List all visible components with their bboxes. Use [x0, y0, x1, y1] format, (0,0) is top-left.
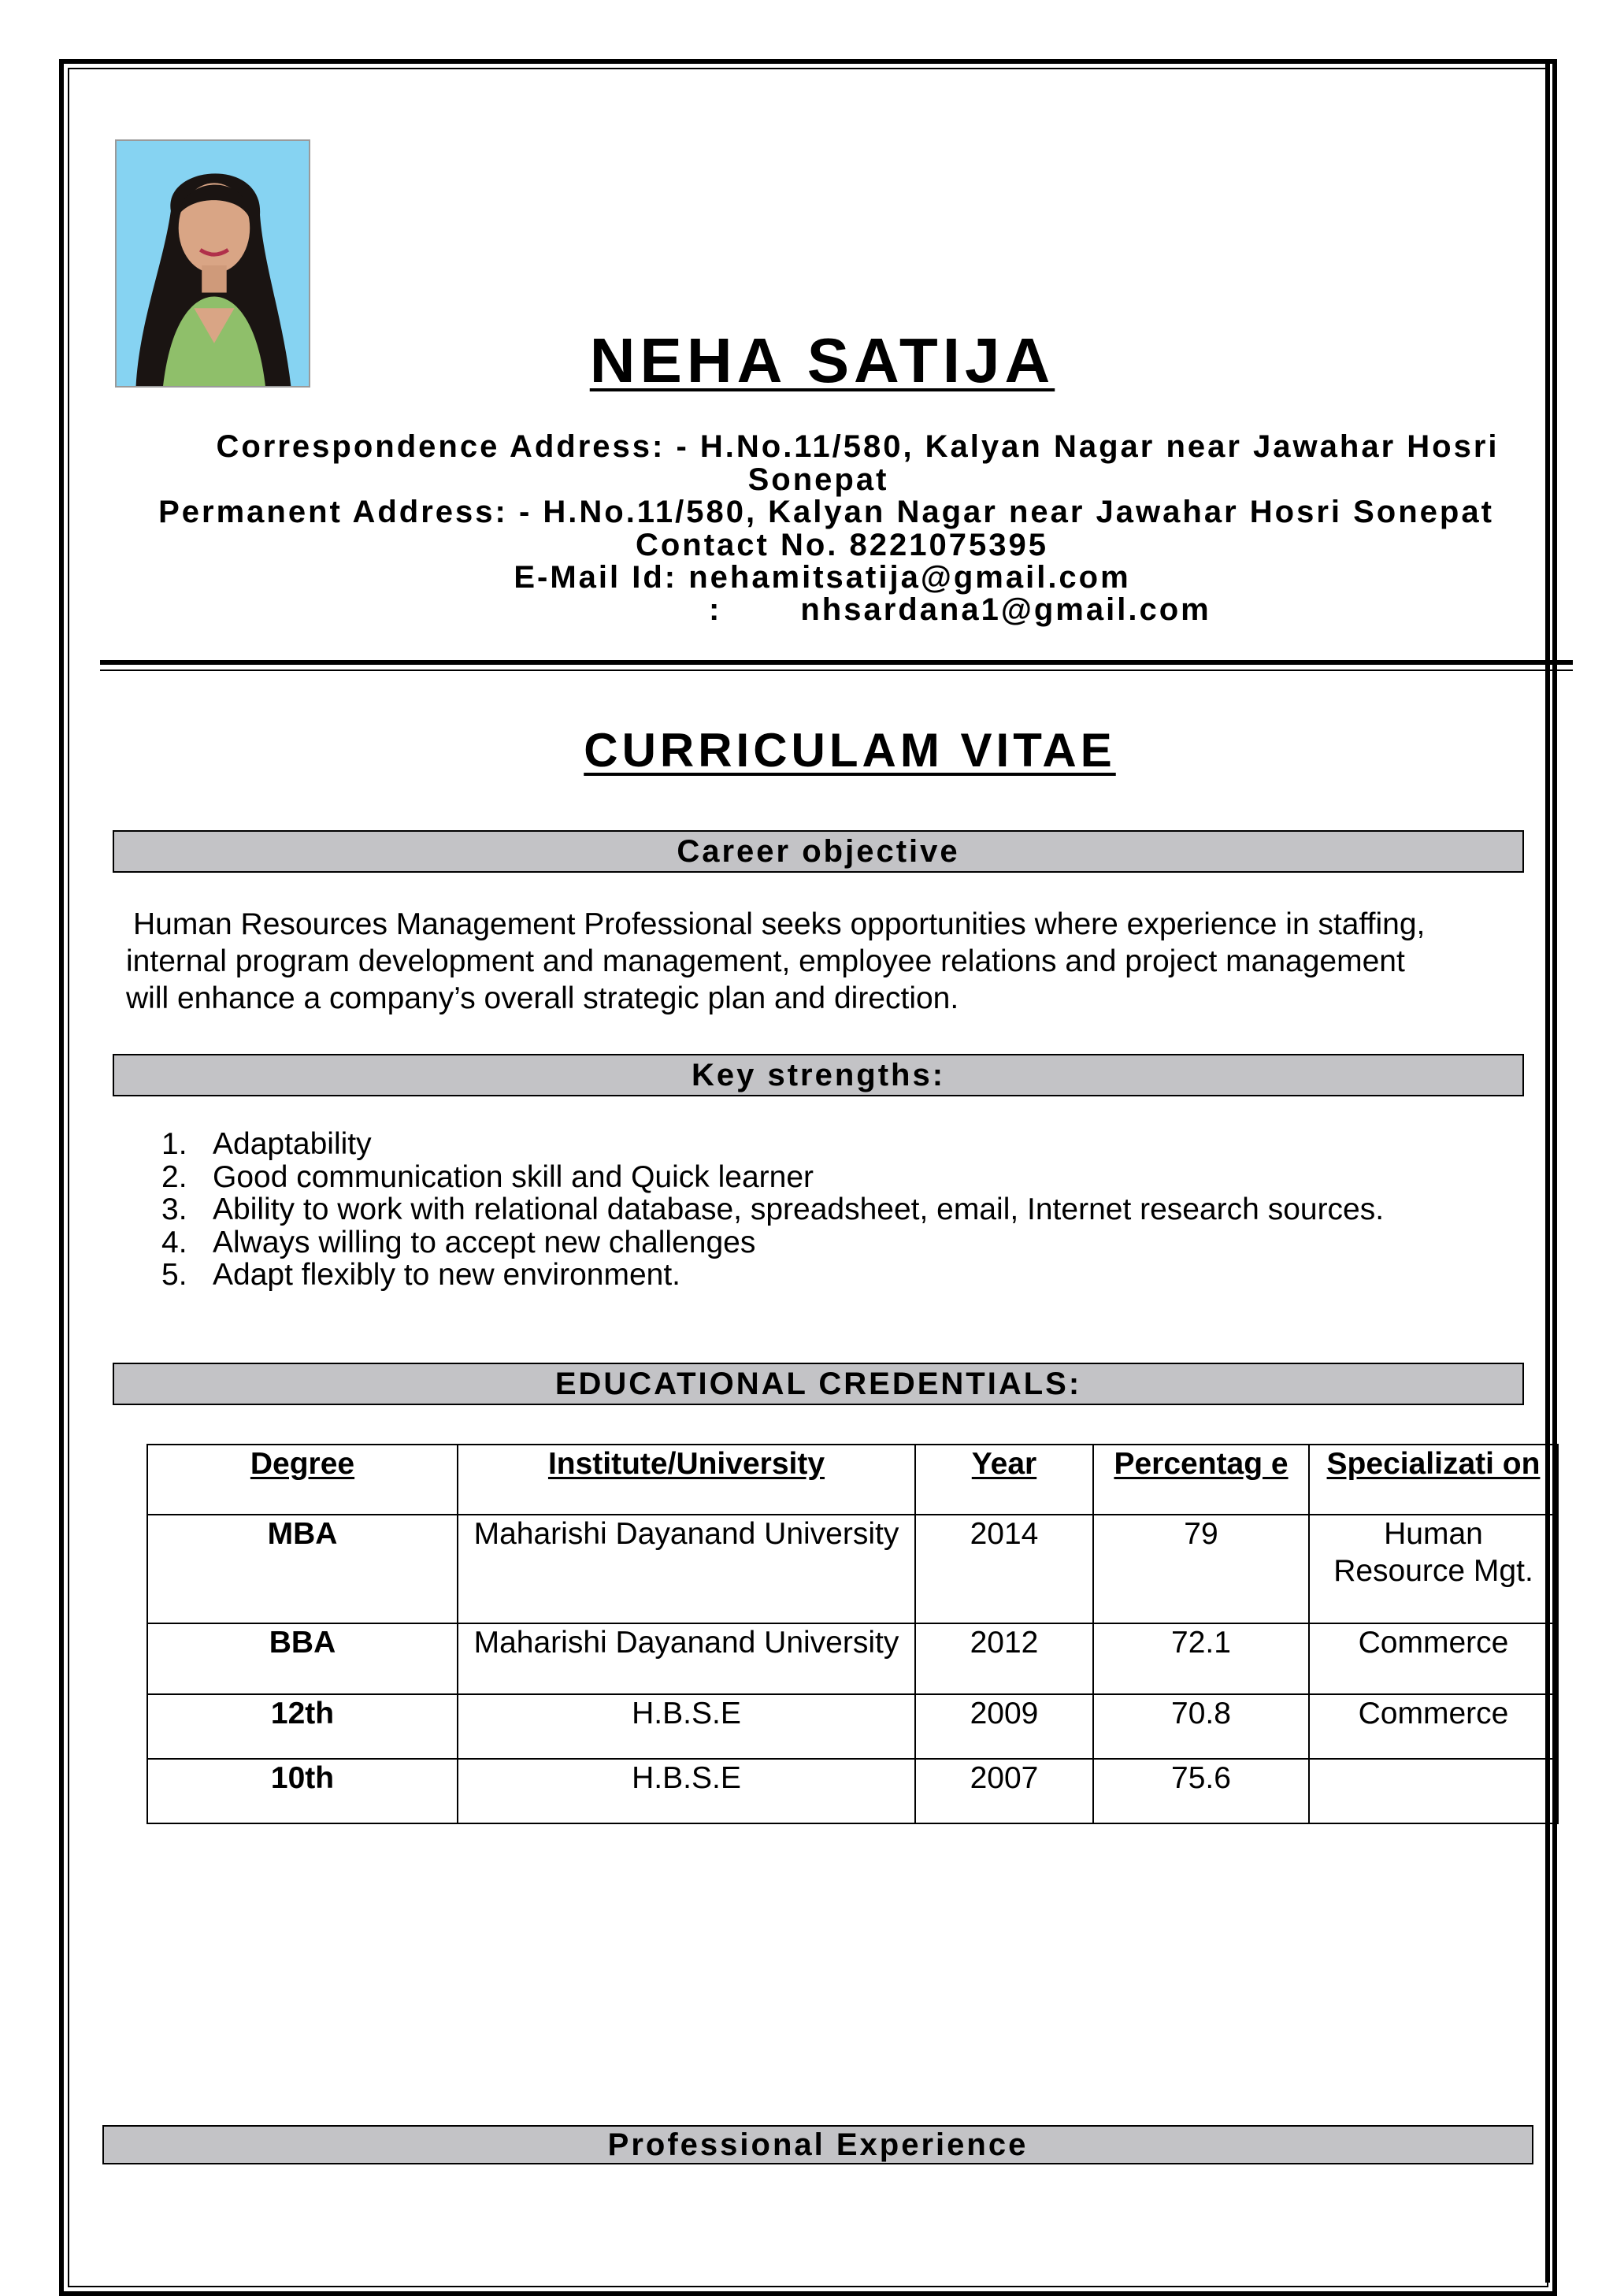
professional-experience-heading: Professional Experience — [102, 2125, 1533, 2164]
table-row: 10th H.B.S.E 2007 75.6 — [147, 1759, 1558, 1823]
education-table — [146, 1444, 1559, 1824]
column-header: Degree — [147, 1445, 458, 1515]
contact-number: Contact No. 8221075395 — [635, 528, 1048, 562]
key-strengths-heading: Key strengths: — [113, 1054, 1524, 1096]
table-row: MBA Maharishi Dayanand University 2014 79 Human Resource Mgt. — [147, 1515, 1558, 1623]
career-objective-text: Human Resources Management Professional seeks opportunities where experience in staffing, internal program development and management, employee relations and project management will enhance a company’s overall strategic plan and direction. — [126, 907, 1426, 1015]
document-title: CURRICULAM VITAE — [584, 724, 1116, 777]
candidate-name: NEHA SATIJA — [589, 325, 1055, 395]
table-row: BBA Maharishi Dayanand University 2012 72.1 Commerce — [147, 1623, 1558, 1694]
permanent-address: Permanent Address: - H.No.11/580, Kalyan Nagar near Jawahar Hosri Sonepat — [158, 495, 1494, 529]
key-strengths-list — [161, 1128, 1384, 1292]
list-item: 1. Adaptability — [161, 1127, 372, 1161]
table-row: 12th H.B.S.E 2009 70.8 Commerce — [147, 1694, 1558, 1759]
email-primary: E-Mail Id: nehamitsatija@gmail.com — [514, 560, 1131, 595]
list-item: 5. Adapt flexibly to new environment. — [161, 1258, 680, 1292]
list-item: 3. Ability to work with relational database, spreadsheet, email, Internet research sources. — [161, 1193, 1385, 1226]
career-objective-heading: Career objective — [113, 830, 1524, 873]
column-header: Percentag e — [1093, 1445, 1309, 1515]
header-divider — [100, 660, 1573, 665]
correspondence-address-city: Sonepat — [747, 462, 889, 497]
correspondence-address: Correspondence Address: - H.No.11/580, Kalyan Nagar near Jawahar Hosri — [216, 429, 1500, 464]
list-item: 2. Good communication skill and Quick learner — [161, 1159, 814, 1194]
list-item: 4. Always willing to accept new challenges — [161, 1225, 756, 1259]
column-header: Specializati on — [1309, 1445, 1558, 1515]
email-secondary: : nhsardana1@gmail.com — [709, 592, 1211, 627]
header-divider-thin — [100, 670, 1573, 671]
education-heading: EDUCATIONAL CREDENTIALS: — [113, 1363, 1524, 1405]
table-header-row — [147, 1445, 1558, 1515]
column-header: Institute/University — [458, 1445, 915, 1515]
column-header: Year — [915, 1445, 1093, 1515]
